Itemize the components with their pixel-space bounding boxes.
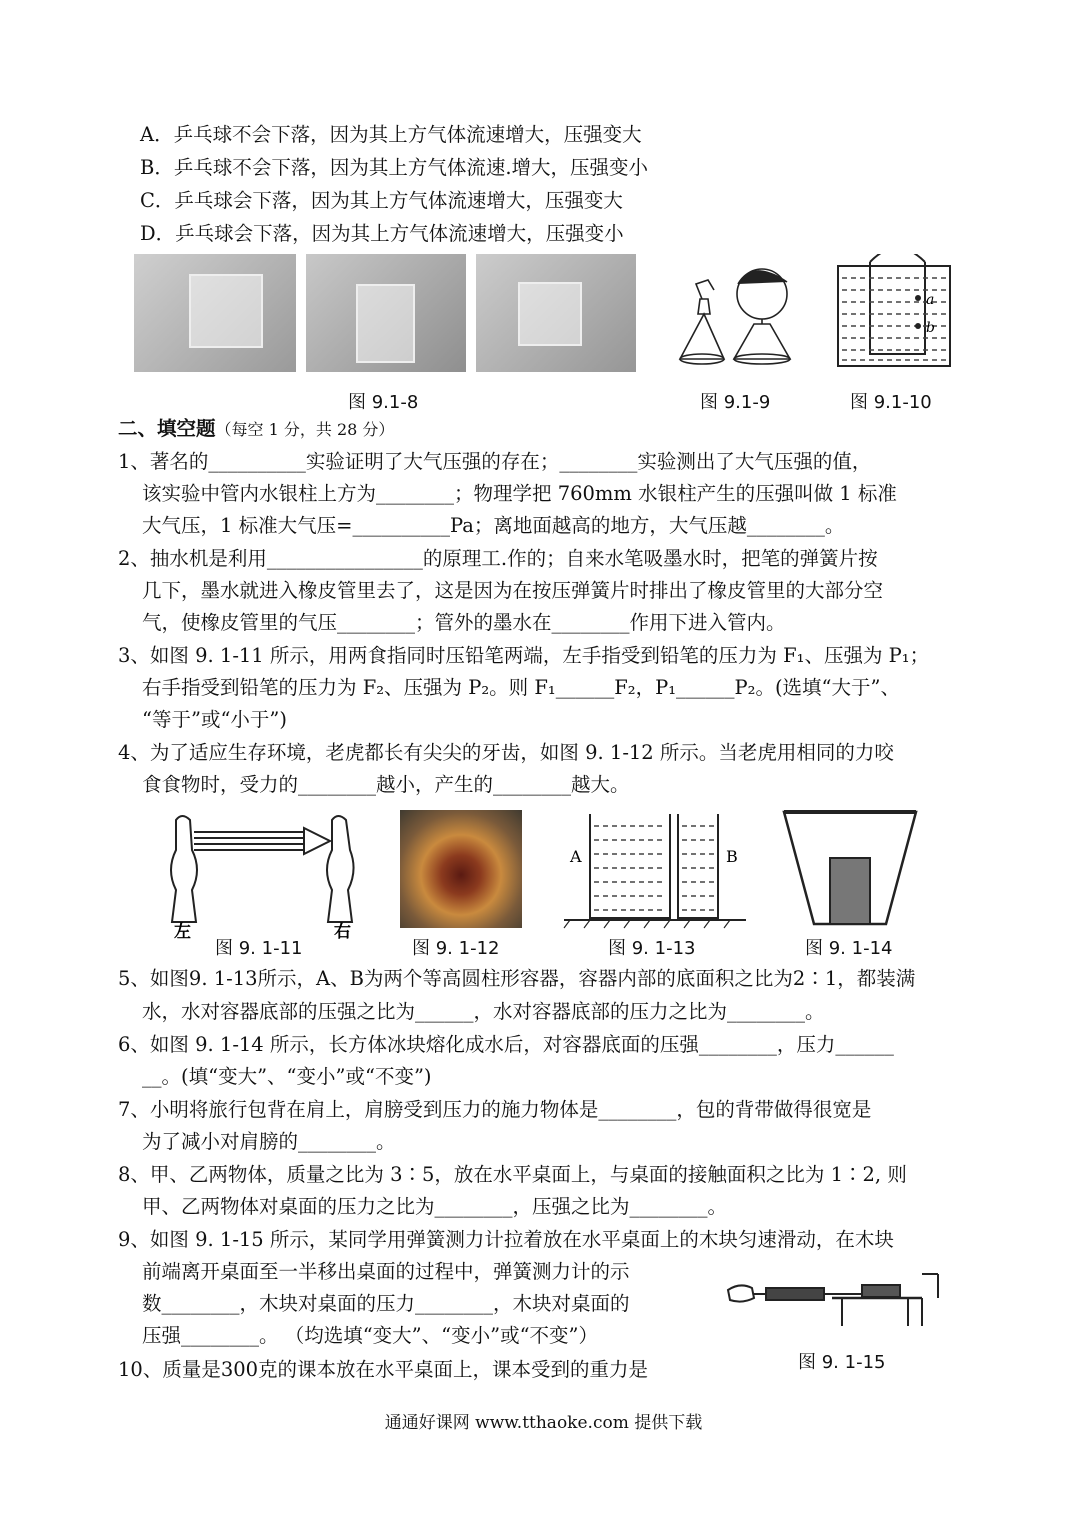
- figure-caption-9-1-10: 图 9.1-10: [850, 392, 932, 413]
- section-note: （每空 1 分，共 28 分）: [215, 420, 395, 439]
- funnel-illustration: [662, 254, 822, 374]
- container-diagram: [830, 254, 960, 374]
- figure-caption-9-1-14: 图 9. 1-14: [805, 938, 893, 959]
- q2-line-1: 2、抽水机是利用________________的原理工.作的；自来水笔吸墨水时，把笔的弹簧片按: [118, 547, 878, 570]
- choice-c: C．乒乓球会下落，因为其上方气体流速增大，压强变大: [140, 189, 623, 212]
- figure-caption-9-1-15: 图 9. 1-15: [798, 1352, 886, 1373]
- q3-line-3: “等于”或“小于”): [142, 708, 287, 731]
- q3-line-1: 3、如图 9. 1-11 所示，用两食指同时压铅笔两端，左手指受到铅笔的压力为 F₁、压强为 P₁；: [118, 644, 930, 667]
- q8-line-2: 甲、乙两物体对桌面的压力之比为________，压强之比为________。: [142, 1195, 728, 1218]
- label-B: B: [726, 847, 738, 866]
- q2-line-3: 气，使橡皮管里的气压________；管外的墨水在________作用下进入管内。: [142, 611, 786, 634]
- figure-caption-9-1-12: 图 9. 1-12: [412, 938, 500, 959]
- q9-line-4: 压强________。 （均选填“变大”、“变小”或“不变”）: [142, 1324, 599, 1347]
- figure-caption-9-1-13: 图 9. 1-13: [608, 938, 696, 959]
- label-right: 右: [334, 922, 351, 940]
- q6-line-2: __。(填“变大”、“变小”或“不变”): [142, 1065, 432, 1088]
- section-heading: [118, 416, 394, 443]
- q5-line-2: 水，水对容器底部的压强之比为______，水对容器底部的压力之比为________。: [142, 1000, 825, 1023]
- q4-line-1: 4、为了适应生存环境，老虎都长有尖尖的牙齿，如图 9. 1-12 所示。当老虎用相同的力咬: [118, 741, 894, 764]
- photo-hand-cup-1: [134, 254, 296, 372]
- photo-hand-cup-3: [476, 254, 636, 372]
- spring-scale-diagram: [722, 1268, 942, 1328]
- footer-credit: 通通好课网 www.tthaoke.com 提供下载: [384, 1413, 703, 1433]
- label-a: a: [926, 292, 935, 308]
- q7-line-2: 为了减小对肩膀的________。: [142, 1130, 396, 1153]
- label-A: A: [570, 847, 582, 866]
- cylinders-diagram: [560, 810, 750, 930]
- q6-line-1: 6、如图 9. 1-14 所示，长方体冰块熔化成水后，对容器底面的压强________，压力______: [118, 1033, 894, 1056]
- section-title: 二、填空题: [118, 417, 216, 440]
- label-b: b: [926, 320, 935, 336]
- pencil-fingers-diagram: [162, 810, 362, 940]
- q9-line-1: 9、如图 9. 1-15 所示，某同学用弹簧测力计拉着放在水平桌面上的木块匀速滑动，在木块: [118, 1228, 894, 1251]
- label-left: 左: [174, 922, 191, 940]
- q7-line-1: 7、小明将旅行包背在肩上，肩膀受到压力的施力物体是________，包的背带做得很宽是: [118, 1098, 872, 1121]
- choice-a: A．乒乓球不会下落，因为其上方气体流速增大，压强变大: [140, 123, 642, 146]
- q9-line-3: 数________，木块对桌面的压力________，木块对桌面的: [142, 1292, 630, 1315]
- figure-caption-9-1-11: 图 9. 1-11: [215, 938, 303, 959]
- q10-line-1: 10、质量是300克的课本放在水平桌面上，课本受到的重力是: [118, 1358, 649, 1381]
- q5-line-1: 5、如图9. 1-13所示，A、B为两个等高圆柱形容器，容器内部的底面积之比为2∶1，都装满: [118, 967, 916, 990]
- q2-line-2: 几下，墨水就进入橡皮管里去了，这是因为在按压弹簧片时排出了橡皮管里的大部分空: [142, 579, 884, 602]
- choice-b: B．乒乓球不会下落，因为其上方气体流速.增大，压强变小: [140, 156, 649, 179]
- q9-line-2: 前端离开桌面至一半移出桌面的过程中，弹簧测力计的示: [142, 1260, 630, 1283]
- figure-caption-9-1-8: 图 9.1-8: [348, 392, 419, 413]
- q3-line-2: 右手指受到铅笔的压力为 F₂、压强为 P₂。则 F₁______F₂，P₁______P₂。(选填“大于”、: [142, 676, 900, 699]
- q4-line-2: 食食物时，受力的________越小，产生的________越大。: [142, 773, 630, 796]
- tiger-photo: [400, 810, 522, 928]
- figure-caption-9-1-9: 图 9.1-9: [700, 392, 771, 413]
- q1-line-2: 该实验中管内水银柱上方为________；物理学把 760mm 水银柱产生的压强叫做 1 标准: [142, 482, 897, 505]
- q1-line-3: 大气压，1 标准大气压=__________Pa；离地面越高的地方，大气压越________。: [142, 514, 845, 537]
- q8-line-1: 8、甲、乙两物体，质量之比为 3∶5，放在水平桌面上，与桌面的接触面积之比为 1∶2, 则: [118, 1163, 907, 1186]
- q1-line-1: 1、著名的__________实验证明了大气压强的存在；________实验测出了大气压强的值，: [118, 450, 872, 473]
- photo-hand-cup-2: [306, 254, 466, 372]
- trapezoid-container-diagram: [780, 810, 920, 930]
- choice-d: D．乒乓球会下落，因为其上方气体流速增大，压强变小: [140, 222, 624, 245]
